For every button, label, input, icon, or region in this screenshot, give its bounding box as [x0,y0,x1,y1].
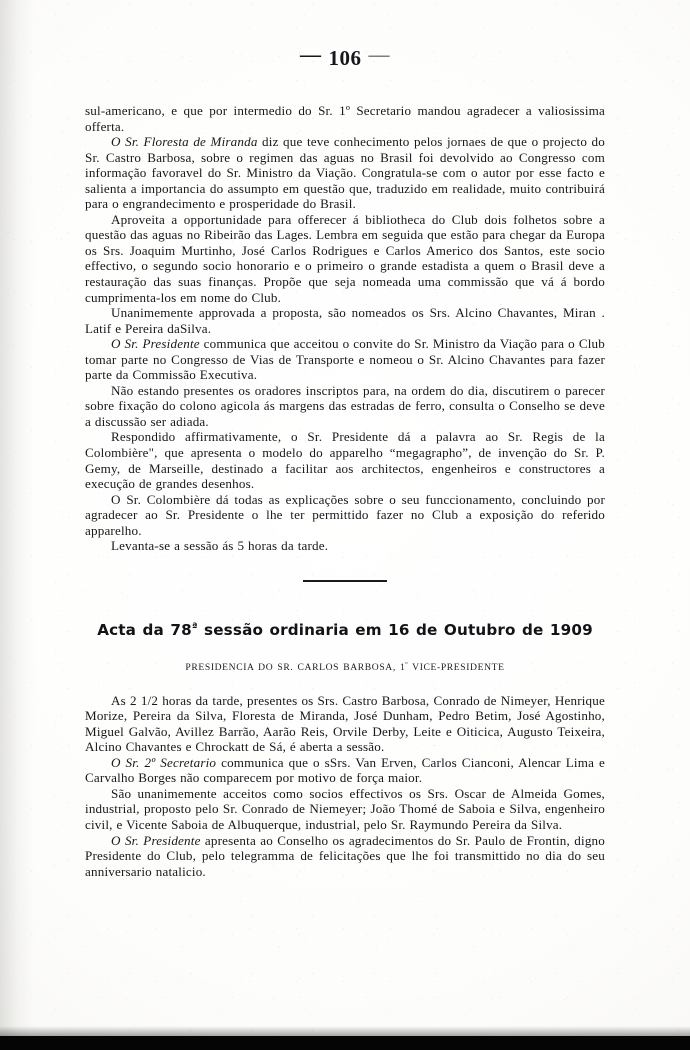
paragraph: Levanta-se a sessão ás 5 horas da tarde. [111,538,329,554]
paragraph-lead-italic: O Sr. Floresta de Miranda [111,134,258,150]
paragraph: Não estando presentes os oradores inscriptos para, na ordem do dia, discutirem o parecer sobre fixação do colono agicola ás margens das estradas de ferro, consulta o Conselho se deve a discussão ser adiada. [85,382,605,429]
paragraph: O Sr. Presidente communica que acceitou o convite do Sr. Ministro da Viação para o Club tomar parte no Congresso de Vias de Transporte e nomeou o Sr. Alcino Chavantes para fazer parte da Commissão Executiva. [85,336,605,383]
section-divider-rule [303,580,387,582]
paragraph-lead-italic: O Sr. Presidente [111,832,201,848]
presidency-prefix: PRESIDENCIA DO SR. CARLOS BARBOSA, 1 [185,661,406,673]
page-folio [85,44,605,69]
paragraph: São unanimemente acceitos como socios effectivos os Srs. Oscar de Almeida Gomes, industrial, proposto pelo Sr. Conrado de Niemeyer; João Thomé de Saboia e Silva, engenheiro civil, e Vicente Saboia de Albuquerque, industrial, pelo Sr. Raymundo Pereira da Silva. [85,785,605,832]
folio-rule-left: — [300,42,322,66]
presidency-line [85,661,605,673]
paragraph: O Sr. 2º Secretario communica que o sSrs. Van Erven, Carlos Cianconi, Alencar Lima e Carvalho Borges não comparecem por motivo de força maior. [85,754,605,786]
paragraph: sul-americano, e que por intermedio do Sr. 1º Secretario mandou agradecer a valiosissima offerta. [85,103,605,134]
paragraph: Unanimemente approvada a proposta, são nomeados os Srs. Alcino Chavantes, Miran . Latif e Pereira daSilva. [85,305,605,336]
paragraph: O Sr. Floresta de Miranda diz que teve conhecimento pelos jornaes de que o projecto do Sr. Castro Barbosa, sobre o regimen das aguas no Brasil foi devolvido ao Congresso com informação favoravel do Sr. Ministro da Viação. Congratula-se com o autor por esse facto e salienta a importancia do assumpto em questão que, traduzido em realidade, muito contribuirá para o engrandecimento e prosperidade do Brasil. [85,134,605,212]
scan-bottom-fade [0,1026,690,1036]
folio-number: 106 [328,46,362,70]
section-one-body [85,103,605,554]
paragraph: O Sr. Colombière dá todas as explicações sobre o seu funccionamento, concluindo por agradecer ao Sr. Presidente o lhe ter permittido fazer no Club a exposição do referido apparelho. [85,491,605,538]
section-two-body [85,693,605,880]
session-heading [85,622,605,639]
folio-rule-right: — [368,42,390,66]
session-heading-suffix: sessão ordinaria em 16 de Outubro de 1909 [197,620,593,639]
session-heading-prefix: Acta da 78 [97,620,192,639]
paragraph: O Sr. Presidente apresenta ao Conselho os agradecimentos do Sr. Paulo de Frontin, digno Presidente do Club, pelo telegramma de felicitações que lhe foi transmittido no dia do seu anniversario natalicio. [85,832,605,879]
text-column [85,0,605,879]
paragraph: As 2 1/2 horas da tarde, presentes os Srs. Castro Barbosa, Conrado de Nimeyer, Henrique Morize, Pereira da Silva, Floresta de Miranda, José Dunham, Pedro Betim, José Agostinho, Miguel Galvão, Avillez Barrão, Aarão Reis, Orvile Derby, Leite e Oiticica, Augusto Teixeira, Alcino Chavantes e Chrockatt de Sá, é aberta a sessão. [85,692,605,755]
paragraph-lead-italic: O Sr. Presidente [111,336,200,352]
paragraph: Aproveita a opportunidade para offerecer á bibliotheca do Club dois folhetos sobre a questão das aguas no Ribeirão das Lages. Lembra em seguida que estão para chegar da Europa os Srs. Joaquim Murtinho, José Carlos Rodrigues e Carlos Americo dos Santos, este socio effectivo, o segundo socio honorario e o primeiro o grande estadista a quem o Brasil deve a restauração das suas finanças. Propõe que seja nomeada uma commissão que vá á bordo cumprimenta-los em nome do Club. [85,211,605,305]
session-heading-ordinal: ª [191,621,198,633]
presidency-suffix: VICE-PRESIDENTE [408,661,505,673]
paragraph: Respondido affirmativamente, o Sr. Presidente dá a palavra ao Sr. Regis de la Colombière", que apresenta o modelo do apparelho “megagrapho”, de invenção do Sr. P. Gemy, de Marseille, destinado a facilitar aos architectos, engenheiros e constructores a execução de grandes desenhos. [85,429,605,492]
scan-bottom-edge [0,1036,690,1050]
page-gutter-shadow [0,0,34,1050]
presidency-ordinal: º [405,660,409,669]
paragraph-lead-italic: O Sr. 2º Secretario [111,754,217,770]
